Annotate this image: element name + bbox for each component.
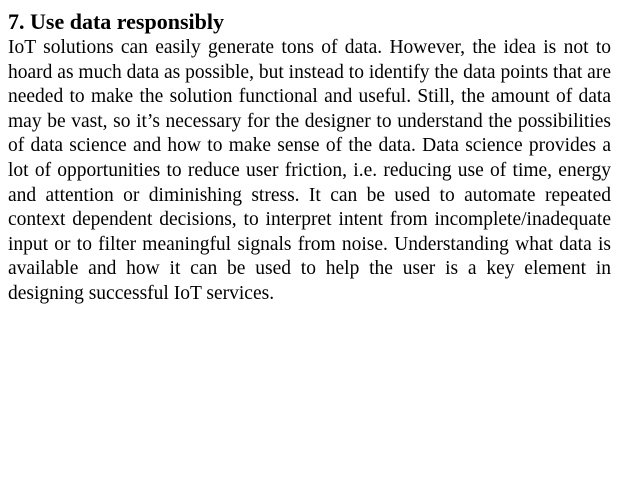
section-heading: 7. Use data responsibly [8,9,224,34]
section-body-paragraph: IoT solutions can easily generate tons of data. However, the idea is not to hoard as much data as possible, but instead to identify the data points that are needed to make the solution functional and useful. Still, the amount of data may be vast, so it’s necessary for the designer to understand the possibilities of data science and how to make sense of the data. Data science provides a lot of opportunities to reduce user friction, i.e. reducing use of time, energy and attention or diminishing stress. It can be used to automate repeated context dependent decisions, to interpret intent from incomplete/inadequate input or to filter meaningful signals from noise. Understanding what data is available and how it can be used to help the user is a key element in designing successful IoT services. [8,37,611,304]
slide-content [8,8,611,307]
